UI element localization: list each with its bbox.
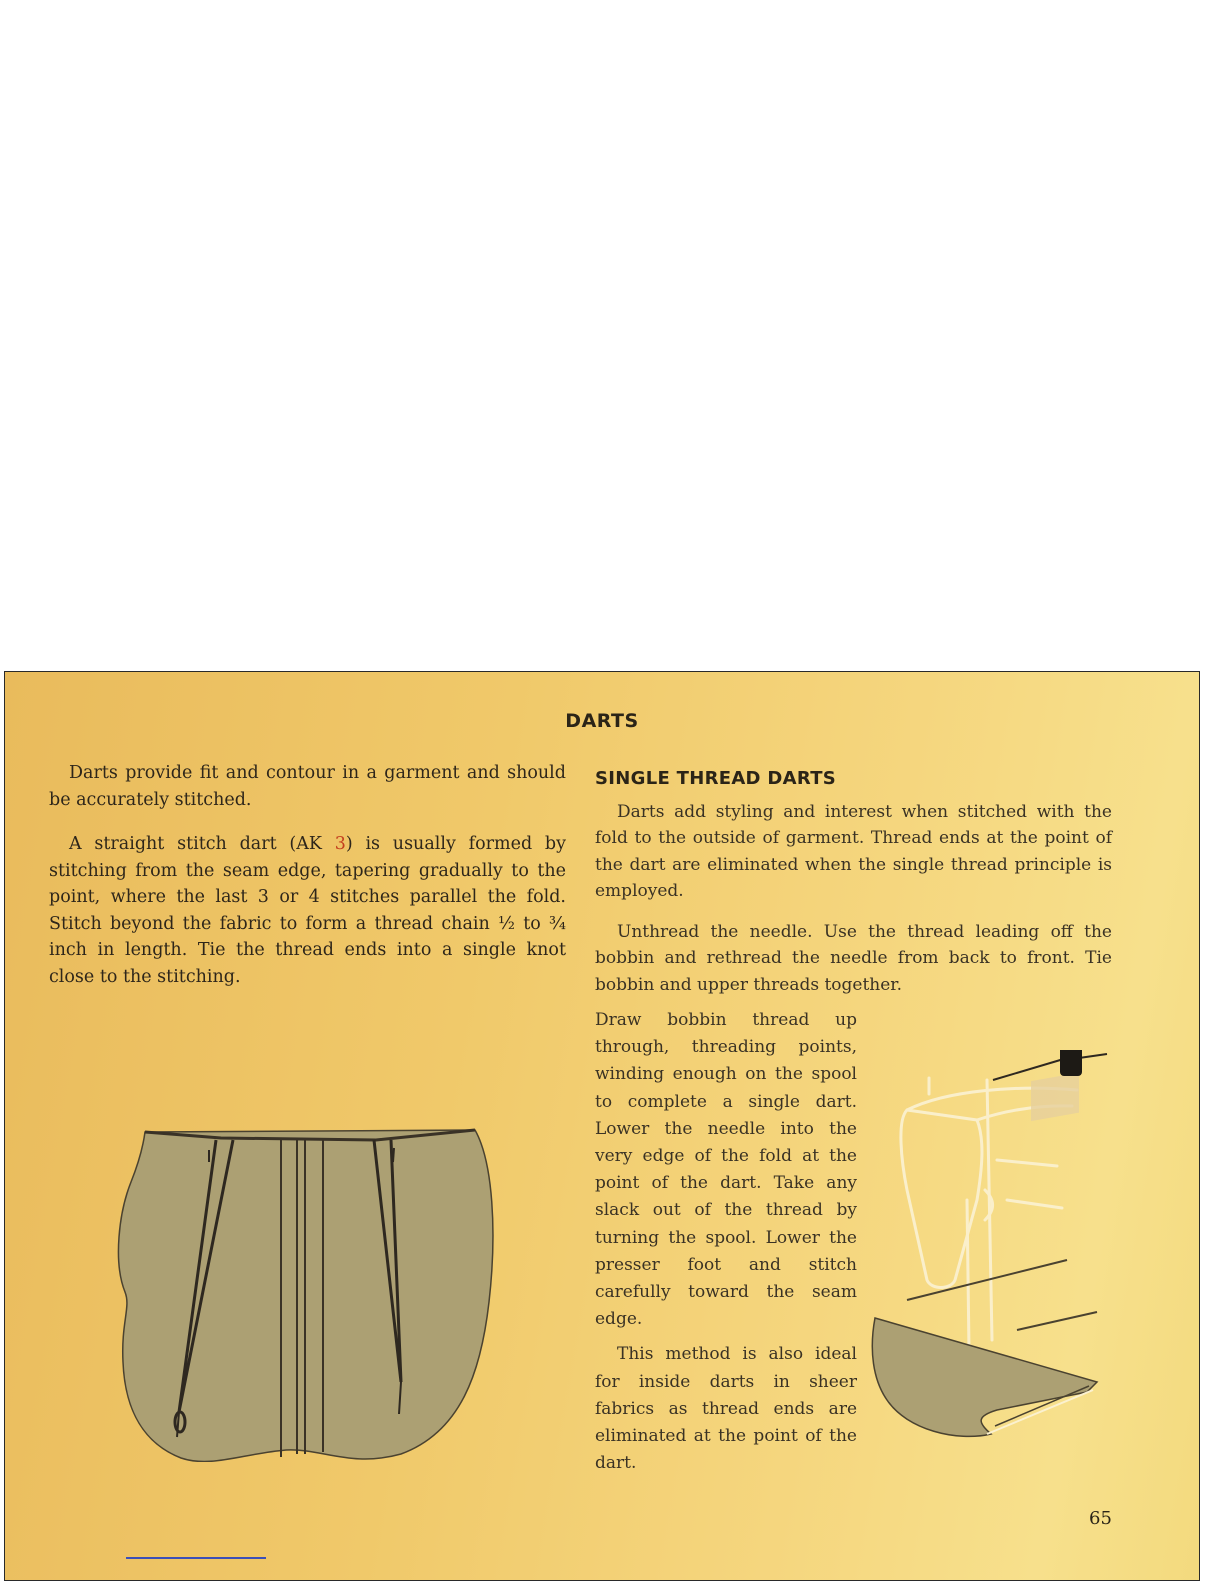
pointer-line-2 [1017,1312,1097,1330]
page-number: 65 [1089,1508,1112,1529]
draw-bobbin-paragraph: Draw bobbin thread up through, threading points, winding enough on the spool to complete a single dart. Lower the needle into the very edge of the fold at the point of the dart. Take any slack out of the thread by turning the spool. Lower the presser foot and stitch carefully toward the seam edge. [595,1010,857,1330]
spool-icon [1060,1050,1082,1076]
page-title: DARTS [565,710,639,732]
pointer-line-1 [907,1260,1067,1300]
sewing-machine-illustration [867,1050,1117,1470]
straight-stitch-text-end: ) is usually formed by stitching from the seam edge, tapering gradually to the point, where the last 3 or 4 stitches parallel the fold. Stitch beyond the fabric to form a thread chain ½ to ¾ inch in length. Tie the thread ends into a single knot close to the stitching. [49,834,567,987]
fabric-under-foot [872,1318,1097,1436]
manual-page [4,671,1200,1581]
link-underline [126,1557,266,1559]
intro-paragraph: Darts provide fit and contour in a garment and should be accurately stitched. [49,763,566,810]
side-lever [997,1160,1057,1166]
right-column [595,766,1112,1012]
ak-reference-number: 3 [334,834,346,854]
side-lever-2 [1007,1200,1062,1208]
machine-body [901,1078,1077,1350]
dart-illustration [101,1092,501,1462]
straight-stitch-text-start: A straight stitch dart (AK [69,834,335,854]
handwheel-panel [1031,1073,1079,1121]
styling-paragraph: Darts add styling and interest when stitched with the fold to the outside of garment. Thread ends at the point of the dart are eliminated when the single thread principle is employed. [595,801,1112,901]
straight-stitch-paragraph [49,831,566,990]
needle-bar [967,1200,969,1350]
left-column [49,760,566,1008]
right-dart-tick [393,1148,394,1162]
sheer-fabrics-paragraph: This method is also ideal for inside darts in sheer fabrics as thread ends are eliminated at the point of the dart. [595,1344,857,1474]
machine-head-outline [901,1110,982,1288]
unthread-paragraph: Unthread the needle. Use the thread leading off the bobbin and rethread the needle from back to front. Tie bobbin and upper threads together. [595,921,1112,995]
thread-line-right [1079,1054,1107,1058]
right-narrow-column [595,1007,857,1485]
section-heading: SINGLE THREAD DARTS [595,768,837,789]
